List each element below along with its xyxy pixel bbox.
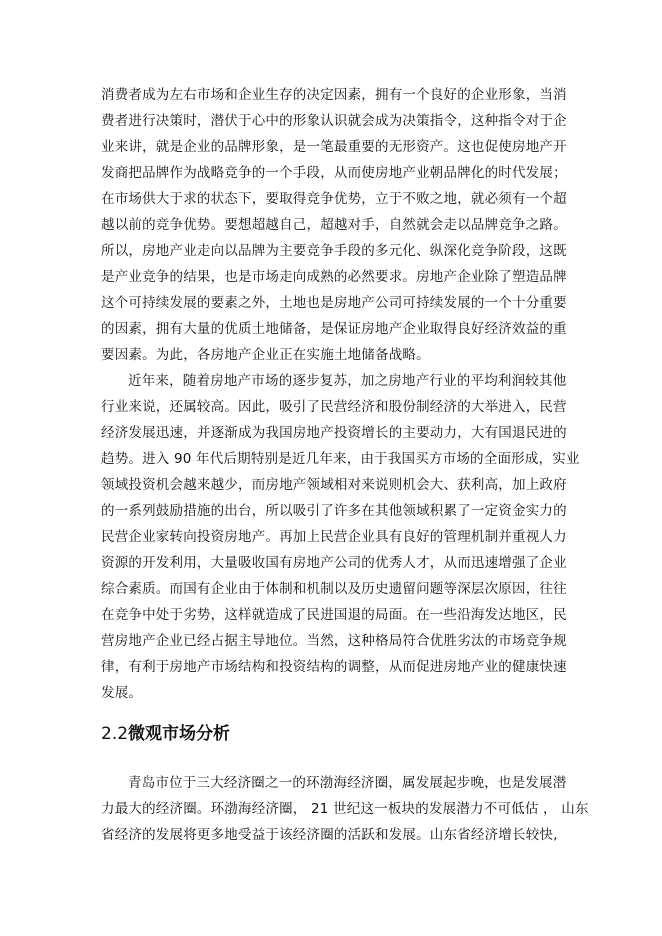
text-line: 资源的开发利用，大量吸收国有房地产公司的优秀人才，从而迅速增强了企业 bbox=[101, 555, 567, 571]
text-line: 经济发展迅速，并逐渐成为我国房地产投资增长的主要动力，大有国退民进的 bbox=[101, 425, 567, 441]
text-line: 行业来说，还属较高。因此，吸引了民营经济和股份制经济的大举进入，民营 bbox=[101, 399, 567, 415]
text-line: 费者进行决策时，潜伏于心中的形象认识就会成为决策指令，这种指令对于企 bbox=[101, 113, 567, 129]
text-line: 趋势。进入 90 年代后期特别是近几年来，由于我国买方市场的全面形成，实业 bbox=[101, 451, 580, 467]
text-line: 的一系列鼓励措施的出台，所以吸引了许多在其他领域积累了一定资金实力的 bbox=[101, 503, 567, 519]
text-line: 发商把品牌作为战略竞争的一个手段，从而使房地产业朝品牌化的时代发展； bbox=[101, 165, 567, 181]
section-heading bbox=[101, 724, 230, 744]
text-line: 要因素。为此，各房地产企业正在实施土地储备战略。 bbox=[101, 347, 430, 363]
text-line: 律，有利于房地产市场结构和投资结构的调整，从而促进房地产业的健康快速 bbox=[101, 659, 567, 675]
text-line: 省经济的发展将更多地受益于该经济圈的活跃和发展。山东省经济增长较快, bbox=[101, 827, 558, 843]
text-line: 营房地产企业已经占据主导地位。当然，这种格局符合优胜劣汰的市场竞争规 bbox=[101, 633, 567, 649]
text-line: 青岛市位于三大经济圈之一的环渤海经济圈，属发展起步晚，也是发展潜 bbox=[128, 775, 567, 791]
text-line: 领域投资机会越来越少，而房地产领域相对来说则机会大、获利高，加上政府 bbox=[101, 477, 567, 493]
text-line: 业来讲，就是企业的品牌形象，是一笔最重要的无形资产。这也促使房地产开 bbox=[101, 139, 567, 155]
text-line: 发展。 bbox=[101, 685, 143, 701]
text-line: 这个可持续发展的要素之外，土地也是房地产公司可持续发展的一个十分重要 bbox=[101, 295, 567, 311]
section-title: 微观市场分析 bbox=[128, 724, 231, 744]
text-line: 综合素质。而国有企业由于体制和机制以及历史遗留问题等深层次原因，往往 bbox=[101, 581, 567, 597]
text-line: 民营企业家转向投资房地产。再加上民营企业具有良好的管理机制并重视人力 bbox=[101, 529, 567, 545]
text-line: 在市场供大于求的状态下，要取得竞争优势，立于不败之地，就必须有一个超 bbox=[101, 191, 567, 207]
section-number: 2.2 bbox=[101, 724, 129, 744]
text-line: 所以，房地产业走向以品牌为主要竞争手段的多元化、纵深化竞争阶段，这既 bbox=[101, 243, 567, 259]
text-line: 在竞争中处于劣势，这样就造成了民进国退的局面。在一些沿海发达地区，民 bbox=[101, 607, 567, 623]
text-line: 力最大的经济圈。环渤海经济圈， 21 世纪这一板块的发展潜力不可低估 ， 山东 bbox=[101, 801, 589, 817]
text-line: 是产业竞争的结果，也是市场走向成熟的必然要求。房地产企业除了塑造品牌 bbox=[101, 269, 567, 285]
text-line: 消费者成为左右市场和企业生存的决定因素，拥有一个良好的企业形象，当消 bbox=[101, 87, 567, 103]
text-line: 近年来，随着房地产市场的逐步复苏，加之房地产行业的平均利润较其他 bbox=[128, 373, 567, 389]
text-line: 的因素，拥有大量的优质土地储备，是保证房地产企业取得良好经济效益的重 bbox=[101, 321, 567, 337]
text-line: 越以前的竞争优势。要想超越自己，超越对手，自然就会走以品牌竞争之路。 bbox=[101, 217, 567, 233]
